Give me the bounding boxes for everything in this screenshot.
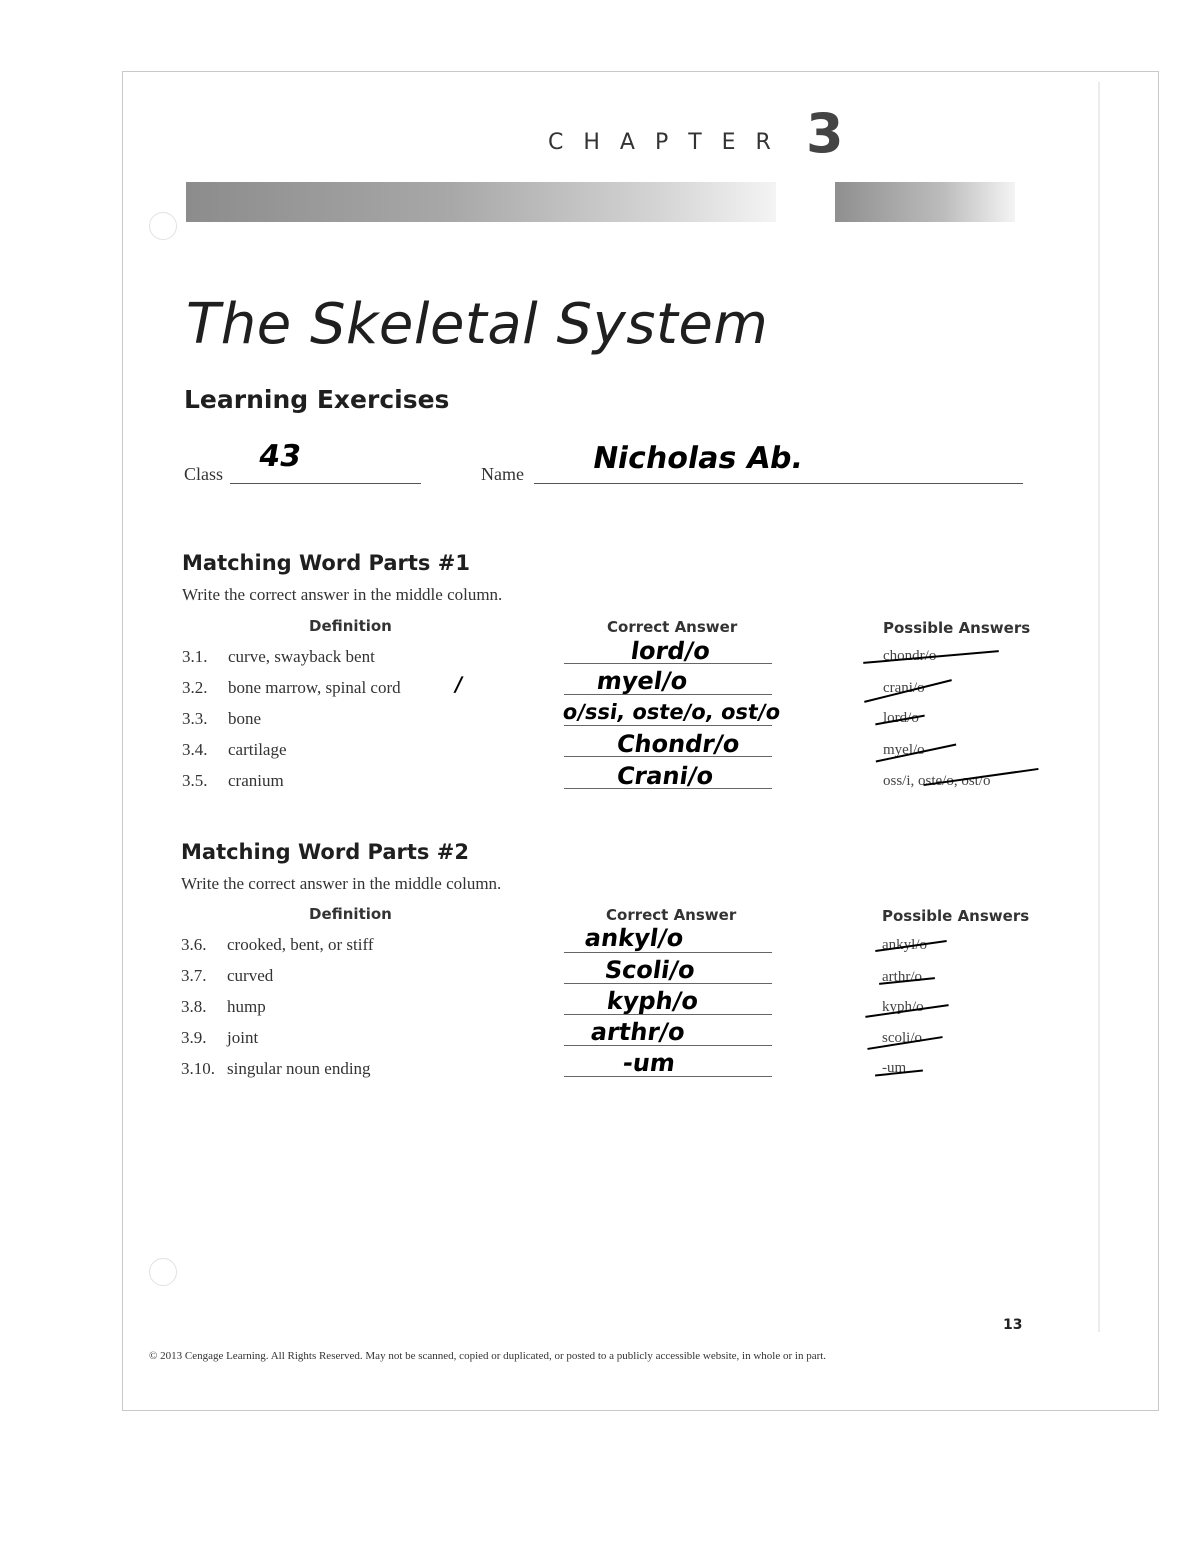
possible-answer: kyph/o xyxy=(882,999,924,1015)
column-header-answer: Correct Answer xyxy=(606,906,737,924)
possible-answer: chondr/o xyxy=(883,648,937,664)
answer-field[interactable]: -um xyxy=(621,1049,678,1077)
row-definition: joint xyxy=(227,1028,259,1047)
worksheet-page xyxy=(122,71,1159,1411)
punch-hole xyxy=(149,212,177,240)
row-definition: cranium xyxy=(228,771,284,790)
column-header-definition: Definition xyxy=(309,905,392,923)
row-definition: hump xyxy=(227,997,266,1016)
margin-mark: / xyxy=(452,672,465,696)
header-band-small xyxy=(835,182,1015,222)
row-number: 3.6. xyxy=(181,935,207,954)
column-header-answer: Correct Answer xyxy=(607,618,738,636)
section-instructions: Write the correct answer in the middle column. xyxy=(181,874,502,893)
answer-field[interactable]: o/ssi, oste/o, ost/o xyxy=(561,700,782,724)
row-number: 3.10. xyxy=(181,1059,215,1078)
row-number: 3.4. xyxy=(182,740,208,759)
row-definition: singular noun ending xyxy=(227,1059,371,1078)
page-subtitle: Learning Exercises xyxy=(184,385,450,414)
scan-edge xyxy=(1098,82,1100,1332)
page-number: 13 xyxy=(1003,1317,1023,1333)
copyright-notice: © 2013 Cengage Learning. All Rights Reserved. May not be scanned, copied or duplicated, or posted to a publicly accessible website, in whole or in part. xyxy=(149,1350,827,1362)
possible-answer: scoli/o xyxy=(882,1030,922,1046)
name-line xyxy=(534,483,1023,484)
chapter-number: 3 xyxy=(806,102,844,165)
possible-answer: myel/o xyxy=(883,742,925,758)
row-definition: bone marrow, spinal cord xyxy=(228,678,401,697)
class-label: Class xyxy=(184,464,224,484)
possible-answer: oss/i, oste/o, ost/o xyxy=(883,773,991,789)
row-definition: curved xyxy=(227,966,274,985)
row-number: 3.3. xyxy=(182,709,208,728)
row-number: 3.2. xyxy=(182,678,208,697)
row-definition: cartilage xyxy=(228,740,287,759)
possible-answer: ankyl/o xyxy=(882,937,927,953)
page-title: The Skeletal System xyxy=(186,292,769,357)
row-definition: crooked, bent, or stiff xyxy=(227,935,374,954)
name-value[interactable]: Nicholas Ab. xyxy=(589,441,807,476)
class-line xyxy=(230,483,421,484)
answer-field[interactable]: myel/o xyxy=(595,667,690,695)
possible-answer: arthr/o xyxy=(882,969,922,985)
answer-field[interactable]: arthr/o xyxy=(589,1018,687,1046)
class-value[interactable]: 43 xyxy=(255,439,304,474)
row-definition: curve, swayback bent xyxy=(228,647,375,666)
row-number: 3.8. xyxy=(181,997,207,1016)
answer-field[interactable]: Crani/o xyxy=(615,762,716,790)
column-header-possible: Possible Answers xyxy=(883,619,1031,637)
header-band xyxy=(186,182,776,222)
answer-field[interactable]: lord/o xyxy=(629,637,712,665)
answer-field[interactable]: Chondr/o xyxy=(615,730,742,758)
column-header-possible: Possible Answers xyxy=(882,907,1030,925)
possible-answer: lord/o xyxy=(883,710,919,726)
row-number: 3.9. xyxy=(181,1028,207,1047)
section-title: Matching Word Parts #1 xyxy=(182,551,470,575)
row-number: 3.7. xyxy=(181,966,207,985)
punch-hole xyxy=(149,1258,177,1286)
answer-field[interactable]: ankyl/o xyxy=(583,924,686,952)
section-title: Matching Word Parts #2 xyxy=(181,840,469,864)
row-definition: bone xyxy=(228,709,262,728)
possible-answer: crani/o xyxy=(883,680,925,696)
answer-line xyxy=(564,725,772,726)
row-number: 3.1. xyxy=(182,647,208,666)
chapter-label: CHAPTER xyxy=(548,130,791,155)
answer-field[interactable]: kyph/o xyxy=(605,987,701,1015)
section-instructions: Write the correct answer in the middle column. xyxy=(182,585,503,604)
column-header-definition: Definition xyxy=(309,617,392,635)
answer-field[interactable]: Scoli/o xyxy=(603,956,697,984)
answer-line xyxy=(564,952,772,953)
possible-answer: -um xyxy=(882,1060,907,1076)
name-label: Name xyxy=(481,464,524,484)
row-number: 3.5. xyxy=(182,771,208,790)
